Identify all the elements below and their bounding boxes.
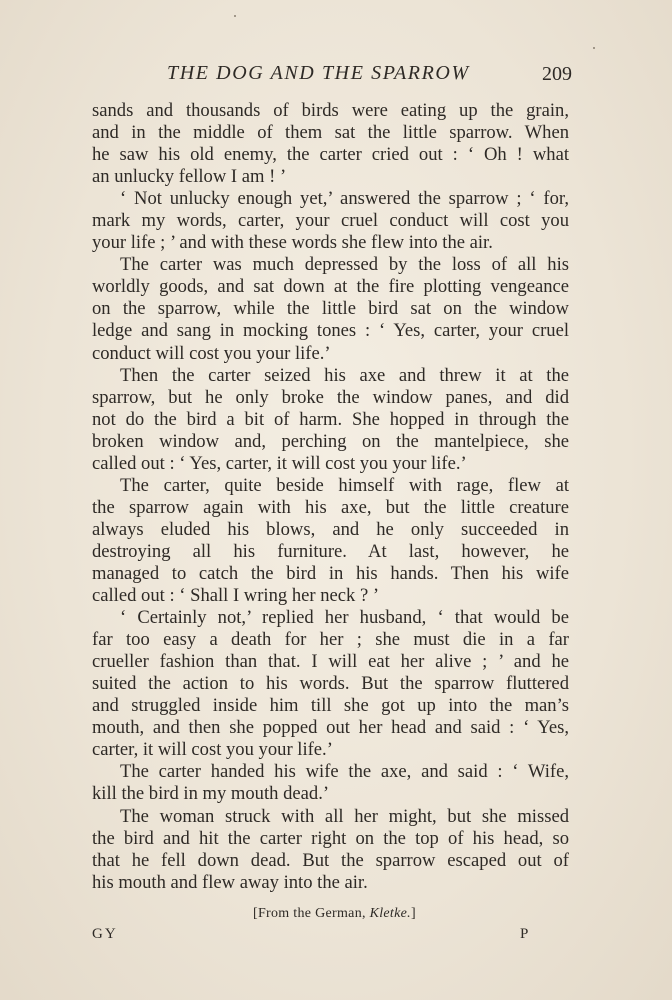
text-line: ‘ Certainly not,’ replied her husband, ‘ that would be xyxy=(120,607,569,629)
text-line: an unlucky fellow I am ! ’ xyxy=(92,166,287,188)
source-note xyxy=(253,906,416,922)
text-line: called out : ‘ Yes, carter, it will cost you your life.’ xyxy=(92,452,467,474)
text-line: The woman struck with all her might, but she missed xyxy=(120,805,569,827)
signature-mark-left: GY xyxy=(92,926,118,942)
running-head xyxy=(167,62,572,92)
source-note-suffix: ] xyxy=(410,906,416,921)
text-line: broken window and, perching on the mantelpiece, she xyxy=(92,430,569,452)
text-line: ledge and sang in mocking tones : ‘ Yes, carter, your cruel xyxy=(92,320,569,342)
text-line: and struggled inside him till she got up into the man’s xyxy=(92,695,569,717)
text-line: The carter, quite beside himself with rage, flew at xyxy=(120,474,569,496)
text-line: conduct will cost you your life.’ xyxy=(92,342,331,364)
signature-mark-right: P xyxy=(520,926,529,942)
text-line: sparrow, but he only broke the window panes, and did xyxy=(92,386,569,408)
text-line: Then the carter seized his axe and threw it at the xyxy=(120,364,569,386)
text-line: mouth, and then she popped out her head and said : ‘ Yes, xyxy=(92,717,569,739)
text-line: destroying all his furniture. At last, however, he xyxy=(92,540,569,562)
text-line: called out : ‘ Shall I wring her neck ? ’ xyxy=(92,585,380,607)
source-author: Kletke. xyxy=(369,906,411,921)
text-line: The carter was much depressed by the loss of all his xyxy=(120,254,569,276)
text-line: he saw his old enemy, the carter cried out : ‘ Oh ! what xyxy=(92,144,569,166)
text-line: the bird and hit the carter right on the top of his head, so xyxy=(92,827,569,849)
source-note-prefix: [From the German, xyxy=(253,906,370,921)
text-line: sands and thousands of birds were eating up the grain, xyxy=(92,100,569,121)
text-line: always eluded his blows, and he only succeeded in xyxy=(92,518,569,540)
text-line: kill the bird in my mouth dead.’ xyxy=(92,783,330,805)
text-line: that he fell down dead. But the sparrow escaped out of xyxy=(92,849,569,871)
paper-speck xyxy=(593,47,595,49)
text-line: worldly goods, and sat down at the fire plotting vengeance xyxy=(92,276,569,298)
paper-speck xyxy=(234,15,236,17)
story-text xyxy=(92,100,569,894)
text-line: the sparrow again with his axe, but the little creature xyxy=(92,496,569,518)
text-line: and in the middle of them sat the little sparrow. When xyxy=(92,122,569,144)
text-line: carter, it will cost you your life.’ xyxy=(92,739,333,761)
text-line: The carter handed his wife the axe, and said : ‘ Wife, xyxy=(120,761,569,783)
text-line: mark my words, carter, your cruel conduct will cost you xyxy=(92,210,569,232)
text-line: his mouth and flew away into the air. xyxy=(92,871,368,893)
text-line: crueller fashion than that. I will eat her alive ; ’ and he xyxy=(92,651,569,673)
page-number: 209 xyxy=(542,63,572,85)
text-line: not do the bird a bit of harm. She hopped in through the xyxy=(92,408,569,430)
text-line: on the sparrow, while the little bird sat on the window xyxy=(92,298,569,320)
text-line: far too easy a death for her ; she must die in a far xyxy=(92,629,569,651)
text-line: ‘ Not unlucky enough yet,’ answered the sparrow ; ‘ for, xyxy=(120,188,569,210)
running-title: THE DOG AND THE SPARROW xyxy=(167,62,470,84)
text-line: suited the action to his words. But the sparrow fluttered xyxy=(92,673,569,695)
text-line: managed to catch the bird in his hands. Then his wife xyxy=(92,562,569,584)
text-line: your life ; ’ and with these words she flew into the air. xyxy=(92,232,493,254)
